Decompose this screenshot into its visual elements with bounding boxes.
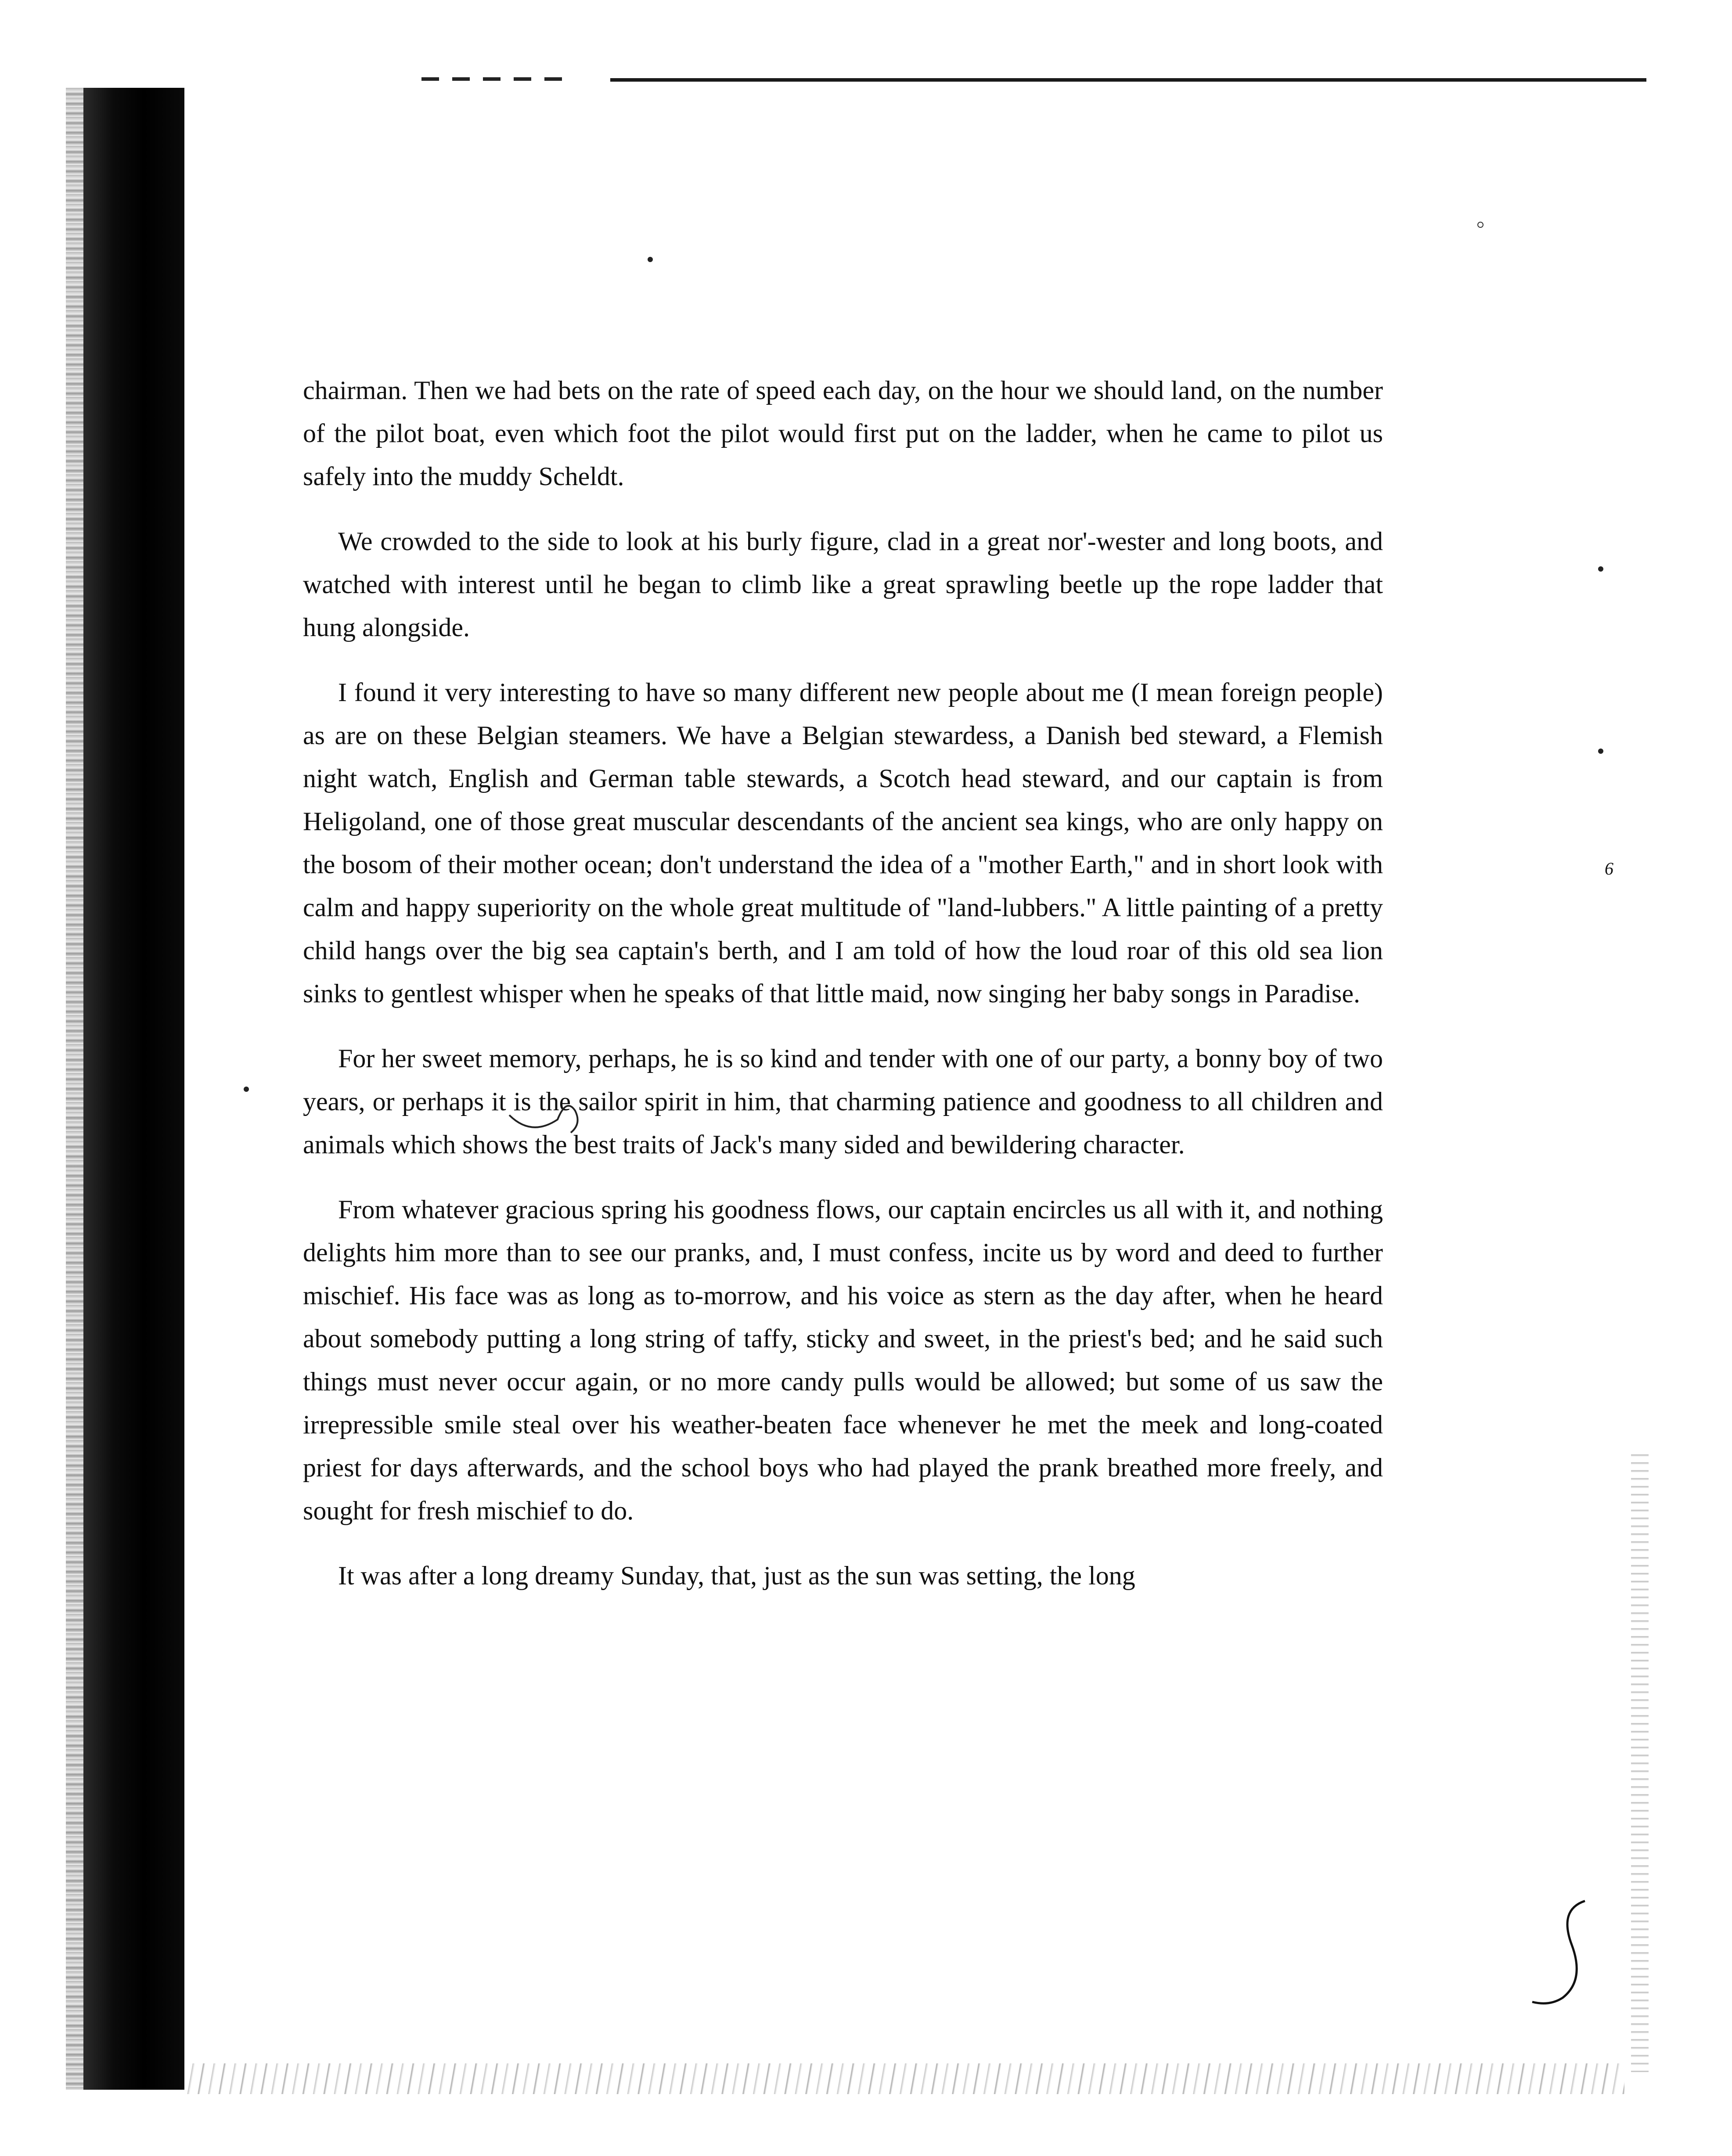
paragraph: I found it very interesting to have so many different new people about me (I mean foreign people) as are on these Belgian steamers. We have a Belgian stewardess, a Danish bed steward, a Flemish night watch, English and German table stewards, a Scotch head steward, and our captain is from Heligoland, one of those great muscular descendants of the ancient sea kings, who are only happy on the bosom of their mother ocean; don't understand the idea of a "mother Earth," and in short look with calm and happy superiority on the whole great multitude of "land-lubbers." A little painting of a pretty child hangs over the big sea captain's berth, and I am told of how the loud roar of this old sea lion sinks to gentlest whisper when he speaks of that little maid, now singing her baby songs in Paradise. (303, 678, 1383, 1008)
paragraph: It was after a long dreamy Sunday, that, just as the sun was setting, the long (338, 1561, 1135, 1590)
scan-speck (1477, 222, 1484, 228)
pencil-scribble (1523, 1897, 1598, 2011)
scan-top-dashes (421, 77, 566, 81)
scan-speck (1598, 566, 1603, 572)
paragraph: We crowded to the side to look at his burly figure, clad in a great nor'-wester and long boots, and watched with interest until he began to climb like a great sprawling beetle up the rope ladder that hung alongside. (303, 527, 1383, 642)
margin-mark: 6 (1605, 859, 1613, 878)
scan-speck (244, 1087, 249, 1092)
scan-right-noise (1631, 1449, 1649, 2072)
scan-speck (648, 257, 653, 262)
paragraph: From whatever gracious spring his goodness flows, our captain encircles us all with it, and nothing delights him more than to see our pranks, and, I must confess, incite us by word and deed to further mischief. His face was as long as to-morrow, and his voice as stern as the day after, when he heard about somebody putting a long string of taffy, sticky and sweet, in the priest's bed; and he said such things must never occur again, or no more candy pulls would be allowed; but some of us saw the irrepressible smile steal over his weather-beaten face whenever he met the meek and long-coated priest for days afterwards, and the school boys who had played the prank breathed more freely, and sought for fresh mischief to do. (303, 1195, 1383, 1525)
scan-top-rule (610, 78, 1646, 82)
paragraph: For her sweet memory, perhaps, he is so kind and tender with one of our party, a bonny boy of two years, or perhaps it is the sailor spirit in him, that charming patience and goodness to all children and animals which shows the best traits of Jack's many sided and bewildering character. (303, 1044, 1383, 1159)
paragraph: chairman. Then we had bets on the rate of speed each day, on the hour we should land, on the number of the pilot boat, even which foot the pilot would first put on the ladder, when he came to pilot us safely into the muddy Scheldt. (303, 376, 1383, 491)
pencil-scribble (505, 1089, 593, 1150)
page-body (303, 369, 1383, 1619)
scan-speck (1598, 749, 1603, 754)
scan-bottom-noise (184, 2063, 1624, 2094)
scan-binding-strip (83, 88, 184, 2090)
